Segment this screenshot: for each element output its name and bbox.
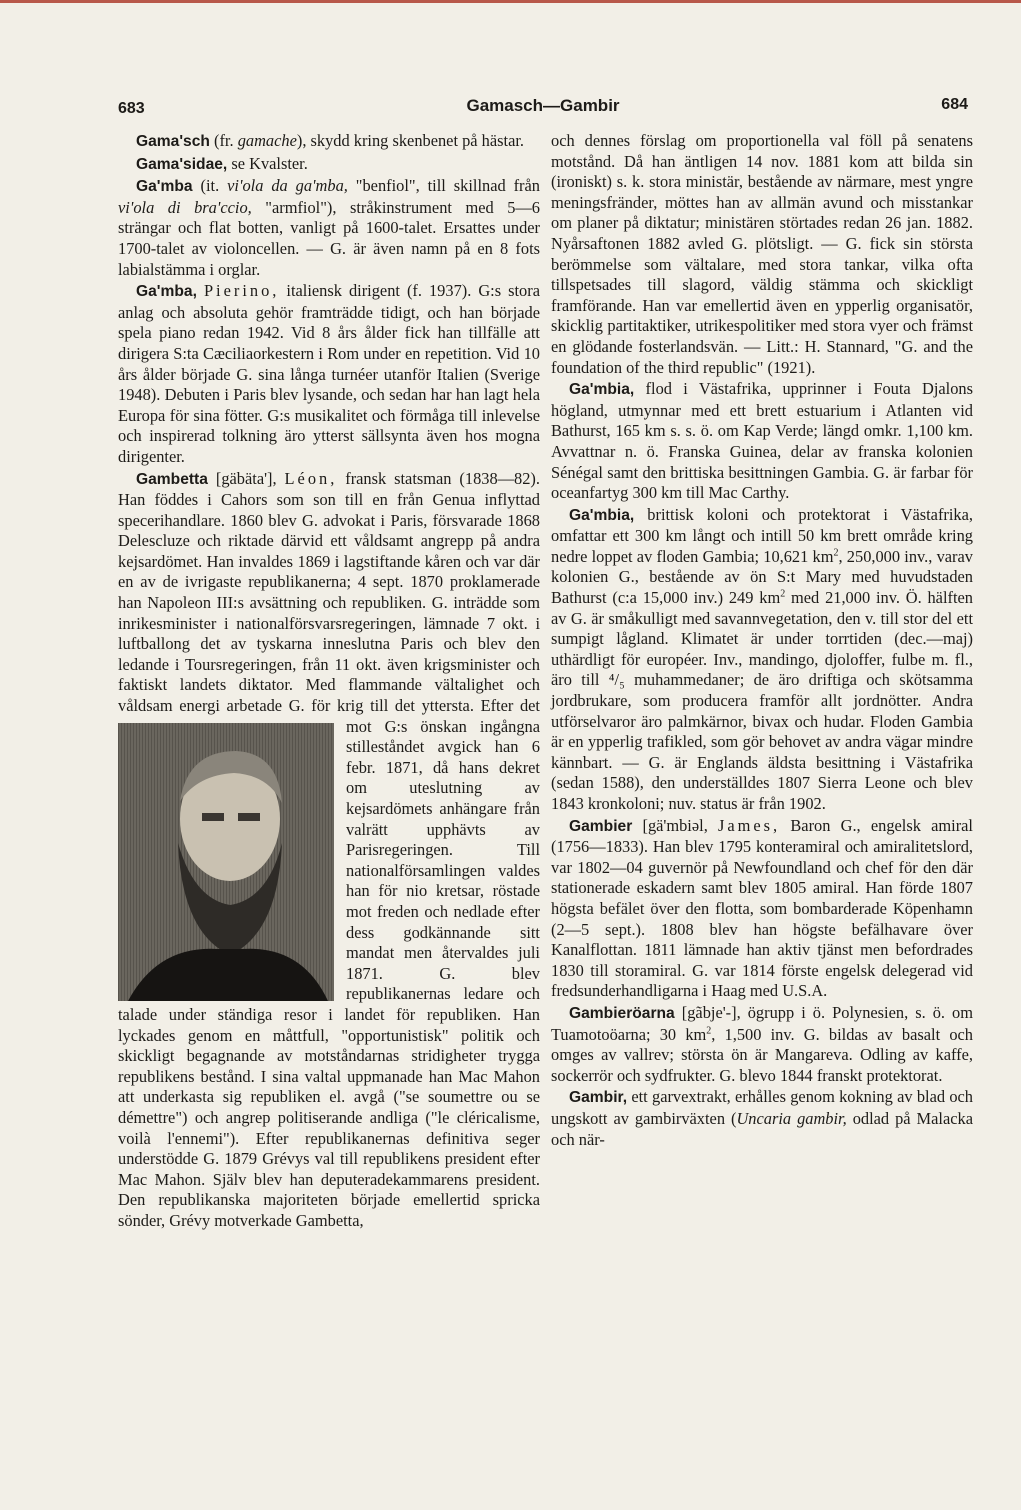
gambetta-body: fransk statsman (1838—82). Han föddes i Cahors som son till en från Genua inflyttad specerihandlare. 1860 blev G. advokat i Paris, försvarade 1868 Delescluze och riktade därvid ett våldsamt angrepp på andra kejsardömet. Han invaldes 1869 i lagstiftande kåren och var där en av de ivrigaste republikanerna; 4 sept. 1870 proklamerade han Napoleon III:s avsättning och republiken. G. inträdde som inrikesminister i nationalförsvarsregeringen, lämnade 7 okt. i luftballong det av tyskarna inneslutna Paris och blev den ledande i Toursregeringen, från 11 okt. även krigsminister och faktiskt landets diktator. Med flammande vältalighet och våldsam energi arbetade G. för krig till det yttersta. Efter det mot G:s önskan — [118, 468, 540, 736]
headword: Gama'sidae, — [136, 155, 228, 173]
entry-gamasidae: Gama'sidae, se Kvalster. — [136, 153, 308, 173]
headword: Gama'sch — [136, 133, 210, 150]
entry-gambia-river: Ga'mbia, flod i Västafrika, upprinner i Fouta Djalons högland, utmynnar med ett brett estuarium i Atlanten vid Bathurst, 165 km s. s. ö. om Kap Verde; längd omkr. 1,100 km. Avvattnar n. ö. Franska Guinea, delar av franska kolonien Sénégal samt den brittiska besittningen Gambia. G. är farbar för oceanfartyg 300 km till Mac Carthy. — [551, 379, 973, 503]
headword: Ga'mba, — [136, 283, 197, 301]
headword: Gambir, — [569, 1089, 628, 1107]
entry-gambier: Gambier [gä'mbiəl, James, Baron G., engelsk amiral (1756—1833). Han blev 1795 konteramiral och amiralitetslord, var 1802—04 guvernör på Newfoundland och chef för den där stationerade eskadern samt blev 1805 amiral. Han förde 1807 högsta befälet över den flotta, som bombarderade Köpenhamn (2—5 sept.). 1808 blev han högste befälhavare över Kanalflottan. 1811 lämnade han aktiv tjänst men befordrades 1830 till storamiral. G. var 1814 förste engelsk delegerad vid fredsunderhandligarna i Haag med U.S.A. — [551, 815, 973, 1001]
headword: Ga'mbia, — [569, 381, 635, 399]
entry-gambetta: Gambetta [gäbäta'], Léon, fransk statsman (1838—82). Han föddes i Cahors som son till en från Genua inflyttad specerihandlare. 1860 blev G. advokat i Paris, försvarade 1868 Delescluze och riktade därvid ett våldsamt angrepp på andra kejsardömet. Han invaldes 1869 i lagstiftande kåren och var där en av de ivrigaste republikanerna; 4 sept. 1870 proklamerade han Napoleon III:s avsättning och republiken. G. inträdde som inrikesminister i nationalförsvarsregeringen, lämnade 7 okt. i luftballong det av tyskarna inneslutna Paris och blev den ledande i Toursregeringen, från 11 okt. även krigsminister och faktiskt landets diktator. Med flammande vältalighet och våldsam energi arbetade G. för krig till det yttersta. Efter det mot G:s önskan ingångna stilleståndet avgick han 6 febr. 1871, då hans dekret om uteslutning av kejsardömets anhängare från valrätt upphävts av Parisregeringen. Till nationalförsamlingen valdes han för nio kretsar, röstade mot freden och nedlade efter dess godkännande sitt mandat men återvaldes juli 1871. G. blev republikanernas ledare och talade under ständiga resor i landet för republiken. Han lyckades genom en måttfull, "opportunistisk" politik och skickligt begagnande av motståndarnas stridigheter trygga republikens bestånd. I sina valtal uppmanade han Mac Mahon att underkasta sig republiken el. avgå ("se soumettre ou se démettre") och angrep politiserande andliga ("le cléricalisme, voilà l'ennemi"). Efter republikanernas definitiva seger understödde G. 1879 Grévys val till republikens president efter Mac Mahon. Själv blev han deputeradekammarens president. Den republikanska majoriteten började emellertid spricka sönder, Grévy motverkade Gambetta, — [118, 468, 540, 1230]
headword: Gambier — [569, 817, 633, 835]
left-column — [118, 131, 540, 1232]
page-top-edge — [0, 0, 1021, 3]
page-number-right: 684 — [941, 96, 968, 113]
right-column — [551, 131, 973, 1151]
headword: Ga'mbia, — [569, 506, 635, 524]
headword: Gambieröarna — [569, 1004, 675, 1022]
page-title: Gamasch—Gambir — [466, 96, 620, 115]
headword: Gambetta — [136, 470, 208, 488]
entry-gambia-colony: Ga'mbia, brittisk koloni och protektorat i Västafrika, omfattar ett 300 km långt och intill 50 km brett område kring nedre loppet av floden Gambia; 10,621 $km^2$, 250,000 inv., varav kolonien G., bestående av ön S:t Mary med huvudstaden Bathurst (c:a 15,000 inv.) 249 $km^2$ med 21,000 inv. Ö. hälften av G. är småkulligt med savannvegetation, den v. till stor del ett sumpigt lågland. Klimatet är under torrtiden (dec.—maj) uthärdligt för européer. Inv., mandingo, djoloffer, fulbe m. fl., äro till ⁴/₅ muhammedaner; de äro driftiga och skötsamma jordbrukare, som producera framför allt jordnötter. Andra utförselvaror äro palmkärnor, bivax och hudar. Floden Gambia är en ypperlig trafikled, som gör behovet av andra vägar mindre kännbart. — G. är Englands äldsta besittning i Västafrika (sedan 1588), den underställdes 1807 Sierra Leone och blev 1843 kronkoloni; nuv. status är från 1902. — [551, 504, 973, 813]
gambetta-portrait — [118, 723, 334, 1001]
entry-gamasch: Gama'sch (fr. gamache), skydd kring skenbenet på hästar. — [136, 131, 524, 150]
page-number-left: 683 — [118, 100, 145, 117]
entry-gamba-pierino: Ga'mba, Pierino, italiensk dirigent (f. 1937). G:s stora anlag och absoluta gehör framträdde tidigt, och han började spela piano redan 1942. Vid 8 års ålder fick han tillfälle att dirigera S:ta Cæciliaorkestern i Rom under en repetition. Vid 10 års ålder började G. sina långa turnéer utanför Italien (Sverige 1948). Debuten i Paris blev lysande, och sedan har han lagt hela Europa för sina fötter. G:s musikalitet och förmåga till inlevelse och inspirerad tolkning äro ytterst sällsynta även hos mogna dirigenter. — [118, 281, 540, 466]
entry-gambieroarna: Gambieröarna [gãbje'-], ögrupp i ö. Polynesien, s. ö. om Tuamotoöarna; 30 $km^2$, 1,500 inv. G. bildas av basalt och omges av vallrev; största ön är Mangareva. Odling av kaffe, sockerrör och sydfrukter. G. blevo 1844 franskt protektorat. — [551, 1002, 973, 1085]
gambetta-continued: och dennes förslag om proportionella val föll på senatens motstånd. Då han äntligen 14 nov. 1881 kom att bilda sin (ironiskt) s. k. stora ministär, bestående av närmare, mest yngre meningsfränder, möttes han av allmän avund och misstankar om planer på diktatur; ministären störtades redan 26 jan. 1882. Nyårsaftonen 1882 avled G. plötsligt. — G. fick sin största berömmelse som vältalare, med stora tankar, vilka ofta tillspetsades till slagord, väldig stämma och skickligt framförande. Han var emellertid även en ypperlig organisatör, skicklig partitaktiker, utrikespolitiker med stora vyer och främst en glödande fosterlandsvän. — Litt.: H. Stannard, "G. and the foundation of the third republic" (1921). — [551, 131, 973, 377]
gambetta-body-rest: ingångna stilleståndet avgick han 6 febr. 1871, då hans dekret om uteslutning av kejsardömets anhängare från valrätt upphävts av Parisregeringen. Till nationalförsamlingen valdes han för nio kretsar, röstade mot freden och nedlade efter dess godkännande sitt mandat men återvaldes juli 1871. G. blev republikanernas ledare och talade under ständiga resor i landet för republiken. Han lyckades genom en måttfull, "opportunistisk" politik och skickligt begagnande av motståndarnas stridigheter trygga republikens bestånd. I sina valtal uppmanade han Mac Mahon att underkasta sig republiken el. avgå ("se soumettre ou se démettre") och angrep politiserande andliga ("le cléricalisme, voilà l'ennemi"). Efter republikanernas definitiva seger understödde G. 1879 Grévys val till republikens president efter Mac Mahon. Själv blev han deputeradekammarens president. Den republikanska majoriteten började emellertid spricka sönder, Grévy motverkade Gambetta, — [118, 716, 540, 1230]
entry-gamba-instrument: Ga'mba (it. vi'ola da ga'mba, "benfiol", till skillnad från vi'ola di bra'ccio, "armfiol"), stråkinstrument med 5—6 strängar och flat botten, vanligt på 1600-talet. Ersattes under 1700-talet av violoncellen. — G. är även namn på en 8 fots labialstämma i orglar. — [118, 176, 540, 279]
headword: Ga'mba — [136, 178, 193, 196]
running-header — [118, 96, 968, 120]
entry-gambir: Gambir, ett garvextrakt, erhålles genom kokning av blad och ungskott av gambirväxten (Uncaria gambir, odlad på Malacka och när- — [551, 1087, 973, 1149]
